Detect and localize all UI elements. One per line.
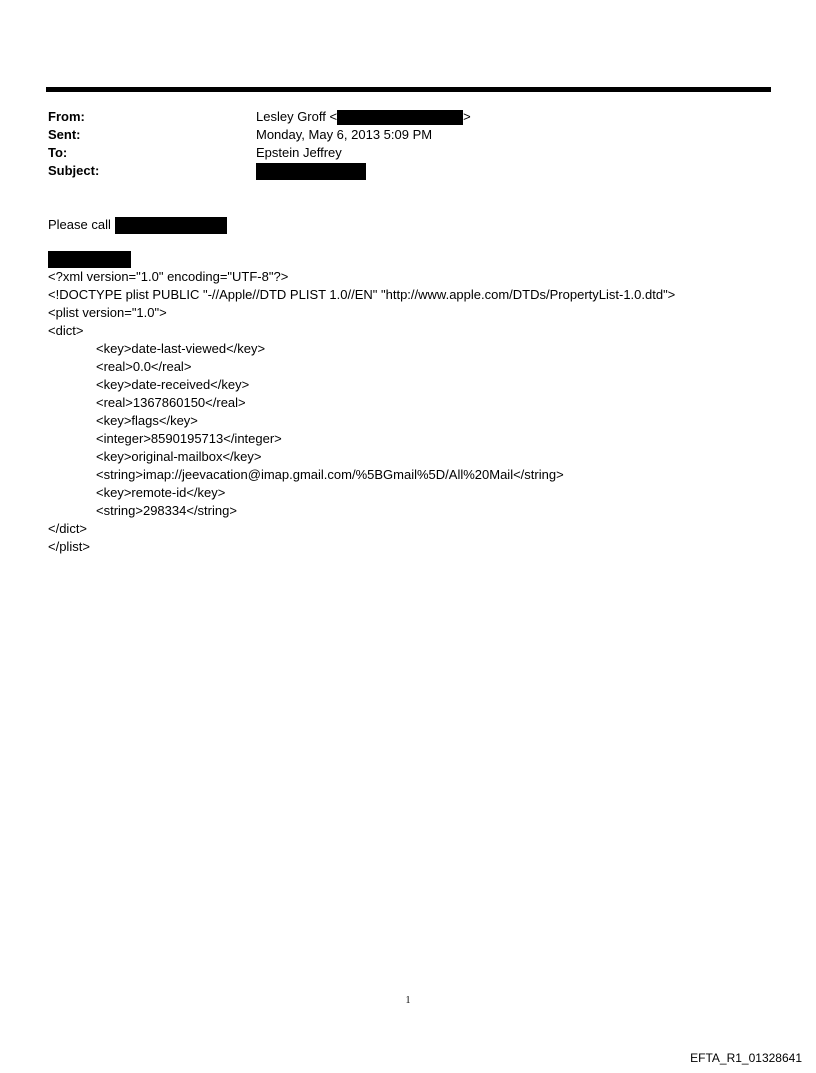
subject-label: Subject: [48, 163, 100, 178]
redaction-signature [48, 251, 131, 268]
to-label: To: [48, 145, 68, 160]
xml-line: <real>1367860150</real> [96, 395, 246, 410]
xml-line: <dict> [48, 323, 84, 338]
to-value: Epstein Jeffrey [256, 145, 342, 160]
from-sender-name: Lesley Groff < [256, 109, 338, 124]
subject-value [256, 162, 366, 180]
redaction-subject [256, 163, 366, 180]
to-row [48, 144, 768, 162]
header-divider [46, 87, 771, 92]
xml-line: <key>date-received</key> [96, 377, 250, 392]
document-id: EFTA_R1_01328641 [690, 1051, 802, 1065]
body-greeting-line [48, 216, 227, 234]
redaction-callee [115, 217, 227, 234]
xml-line: <plist version="1.0"> [48, 305, 167, 320]
xml-line: <integer>8590195713</integer> [96, 431, 282, 446]
from-row [48, 108, 768, 126]
body-greeting: Please call [48, 217, 111, 232]
xml-line: <key>date-last-viewed</key> [96, 341, 266, 356]
xml-line: <!DOCTYPE plist PUBLIC "-//Apple//DTD PLIST 1.0//EN" "http://www.apple.com/DTDs/PropertyList-1.0.dtd"> [48, 287, 676, 302]
sent-row [48, 126, 768, 144]
xml-line: </dict> [48, 521, 88, 536]
redaction-from-email [337, 110, 463, 125]
from-email-close: > [463, 109, 471, 124]
xml-line: <key>remote-id</key> [96, 485, 226, 500]
from-value [256, 108, 471, 126]
xml-line: <real>0.0</real> [96, 359, 192, 374]
page-number: 1 [405, 995, 411, 1006]
xml-line: </plist> [48, 539, 90, 554]
xml-line: <string>298334</string> [96, 503, 237, 518]
xml-line: <?xml version="1.0" encoding="UTF-8"?> [48, 269, 289, 284]
xml-line: <string>imap://jeevacation@imap.gmail.com/%5BGmail%5D/All%20Mail</string> [96, 467, 564, 482]
sent-label: Sent: [48, 127, 81, 142]
sent-value: Monday, May 6, 2013 5:09 PM [256, 127, 433, 142]
xml-line: <key>original-mailbox</key> [96, 449, 262, 464]
subject-row [48, 162, 768, 180]
xml-line: <key>flags</key> [96, 413, 198, 428]
from-label: From: [48, 109, 85, 124]
xml-plist-block [48, 268, 675, 556]
